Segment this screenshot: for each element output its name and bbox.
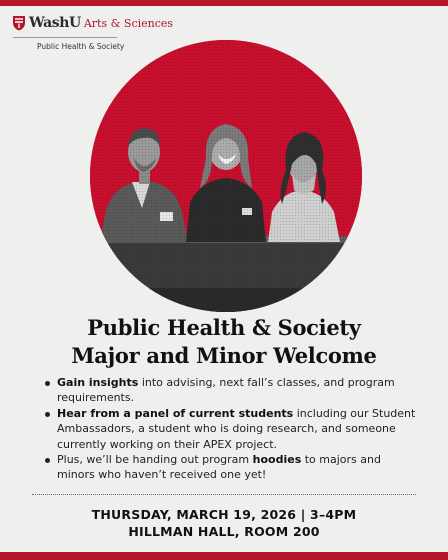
bullet-text-pre: Plus, we’ll be handing out program: [57, 453, 253, 467]
bullet-highlight: Hear from a panel of current students: [57, 406, 294, 420]
panel-photo: [90, 40, 362, 312]
logo-unit: Arts & Sciences: [83, 16, 174, 30]
panel-photo-image: [90, 40, 362, 312]
dotted-divider: [32, 494, 416, 495]
washu-shield-icon: [12, 15, 26, 31]
top-accent-bar: [0, 0, 448, 6]
details-list: [44, 375, 420, 483]
department-name: Public Health & Society: [37, 42, 125, 51]
list-item: [44, 375, 420, 406]
list-item: [44, 452, 420, 483]
bullet-text: into advising, next fall’s classes, and program requirements.: [57, 376, 395, 405]
logo-divider: [13, 37, 117, 38]
event-title-line-2: Major and Minor Welcome: [71, 343, 377, 368]
event-title: [0, 314, 448, 370]
event-title-line-1: Public Health & Society: [87, 315, 361, 340]
bullet-text: including our Student Ambassadors, a student who is doing research, and someone currently working on their APEX project.: [57, 406, 416, 451]
list-item: [44, 406, 420, 452]
bullet-highlight: hoodies: [252, 453, 302, 467]
bullet-highlight: Gain insights: [57, 376, 139, 389]
event-date-time: THURSDAY, MARCH 19, 2026 | 3–4PM: [91, 507, 357, 522]
bottom-accent-bar: [0, 552, 448, 560]
event-details: [0, 506, 448, 540]
event-location: HILLMAN HALL, ROOM 200: [128, 524, 320, 539]
washu-logo: [12, 14, 173, 51]
bullet-text: to majors and minors who haven’t received one yet!: [57, 453, 381, 482]
logo-wordmark: WashU: [29, 15, 81, 31]
